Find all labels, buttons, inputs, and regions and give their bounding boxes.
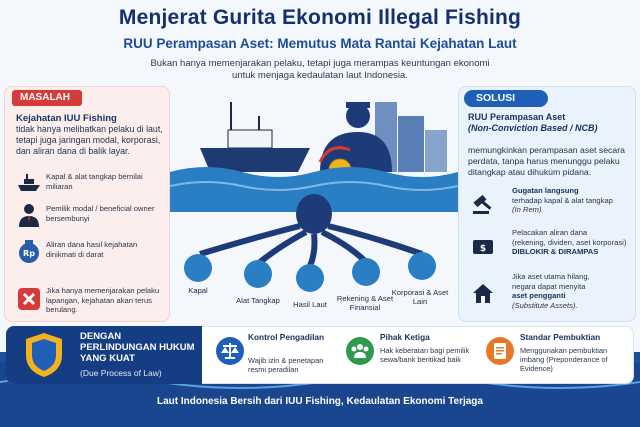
solution-item (512, 186, 636, 215)
shield-icon (22, 331, 66, 379)
scales-icon (216, 337, 244, 365)
solution-item-note: aset pengganti (512, 291, 566, 300)
page-subtitle: RUU Perampasan Aset: Memutus Mata Rantai Kejahatan Laut (123, 36, 517, 51)
solution-tag: SOLUSI (464, 90, 548, 107)
solution-item-note2: (Substitute Assets). (512, 300, 578, 310)
shield-title: DENGAN PERLINDUNGAN HUKUM YANG KUAT (80, 331, 195, 364)
scene-label-rekening: Rekening & Aset Finansial (336, 294, 394, 312)
solution-item-text: terhadap kapal & alat tangkap (512, 195, 613, 205)
solution-item-note: DIBLOKIR & DIRAMPAS (512, 247, 599, 256)
safeguard-title: Standar Pembuktian (520, 332, 601, 342)
safeguard-title: Pihak Ketiga (380, 332, 430, 342)
solution-item-text: negara dapat menyita (512, 281, 586, 291)
problem-item-text: Pemilik modal / beneficial owner bersembunyi (46, 204, 155, 223)
footer-slogan: Laut Indonesia Bersih dari IUU Fishing, Kedaulatan Ekonomi Terjaga (157, 396, 483, 407)
svg-text:$: $ (479, 244, 487, 254)
problem-tag: MASALAH (12, 90, 82, 106)
problem-heading: Kejahatan IUU Fishing (16, 113, 117, 124)
page-description: Bukan hanya memenjarakan pelaku, tetapi juga merampas keuntungan ekonomi untuk menjaga kedaulatan laut Indonesia. (150, 58, 490, 81)
solution-heading-sub: (Non-Conviction Based / NCB) (468, 123, 598, 133)
problem-item-text: Kapal & alat tangkap bernilai miliaran (46, 172, 143, 191)
bank-transfer-icon (470, 234, 496, 260)
document-icon (486, 337, 514, 365)
scene-label-alat-tangkap: Alat Tangkap (236, 296, 280, 305)
money-bag-icon (16, 238, 42, 264)
businessman-icon (16, 202, 42, 228)
solution-item-title: Gugatan langsung (512, 186, 579, 195)
gavel-icon (470, 190, 496, 216)
coin-label: Rp (23, 249, 35, 258)
ship-icon (16, 170, 42, 196)
solution-item (512, 272, 636, 310)
people-icon (346, 337, 374, 365)
safeguard-text: Wajib izin & penetapan resmi peradilan (248, 356, 324, 374)
solution-heading (468, 112, 632, 134)
problem-item-text: Aliran dana hasil kejahatan dinikmati di darat (46, 240, 138, 259)
shield-subtitle: (Due Process of Law) (80, 368, 162, 378)
scene-label-korporasi: Korporasi & Aset Lain (391, 288, 449, 306)
solution-item (512, 228, 636, 257)
solution-heading-line: RUU Perampasan Aset (468, 112, 566, 122)
problem-body: tidak hanya melibatkan pelaku di laut, tetapi juga jaringan modal, korporasi, dan aliran dana di balik layar. (16, 124, 163, 156)
solution-item-title: Jika aset utama hilang, (512, 272, 590, 281)
problem-item-text: Jika hanya memenjarakan pelaku lapangan, kejahatan akan terus berulang. (46, 286, 160, 314)
safeguard-text: Menggunakan pembuktian imbang (Preponderance of Evidence) (520, 346, 608, 373)
page-title: Menjerat Gurita Ekonomi Illegal Fishing (118, 6, 522, 29)
solution-item-text: (rekening, dividen, aset korporasi) (512, 237, 627, 247)
scene-label-kapal: Kapal (188, 286, 208, 295)
safeguard-title: Kontrol Pengadilan (248, 332, 325, 342)
house-icon (470, 280, 496, 306)
solution-body: memungkinkan perampasan aset secara perdata, tanpa harus menunggu pelaku ditangkap atau dihukum pidana. (468, 145, 625, 177)
solution-item-title: Pelacakan aliran dana (512, 228, 588, 237)
cross-icon (16, 286, 42, 312)
safeguard-text: Hak keberatan bagi pemilik sewa/bank beritikad baik (380, 346, 470, 364)
scene-label-hasil-laut: Hasil Laut (293, 300, 327, 309)
solution-item-note: (In Rem) (512, 205, 542, 214)
